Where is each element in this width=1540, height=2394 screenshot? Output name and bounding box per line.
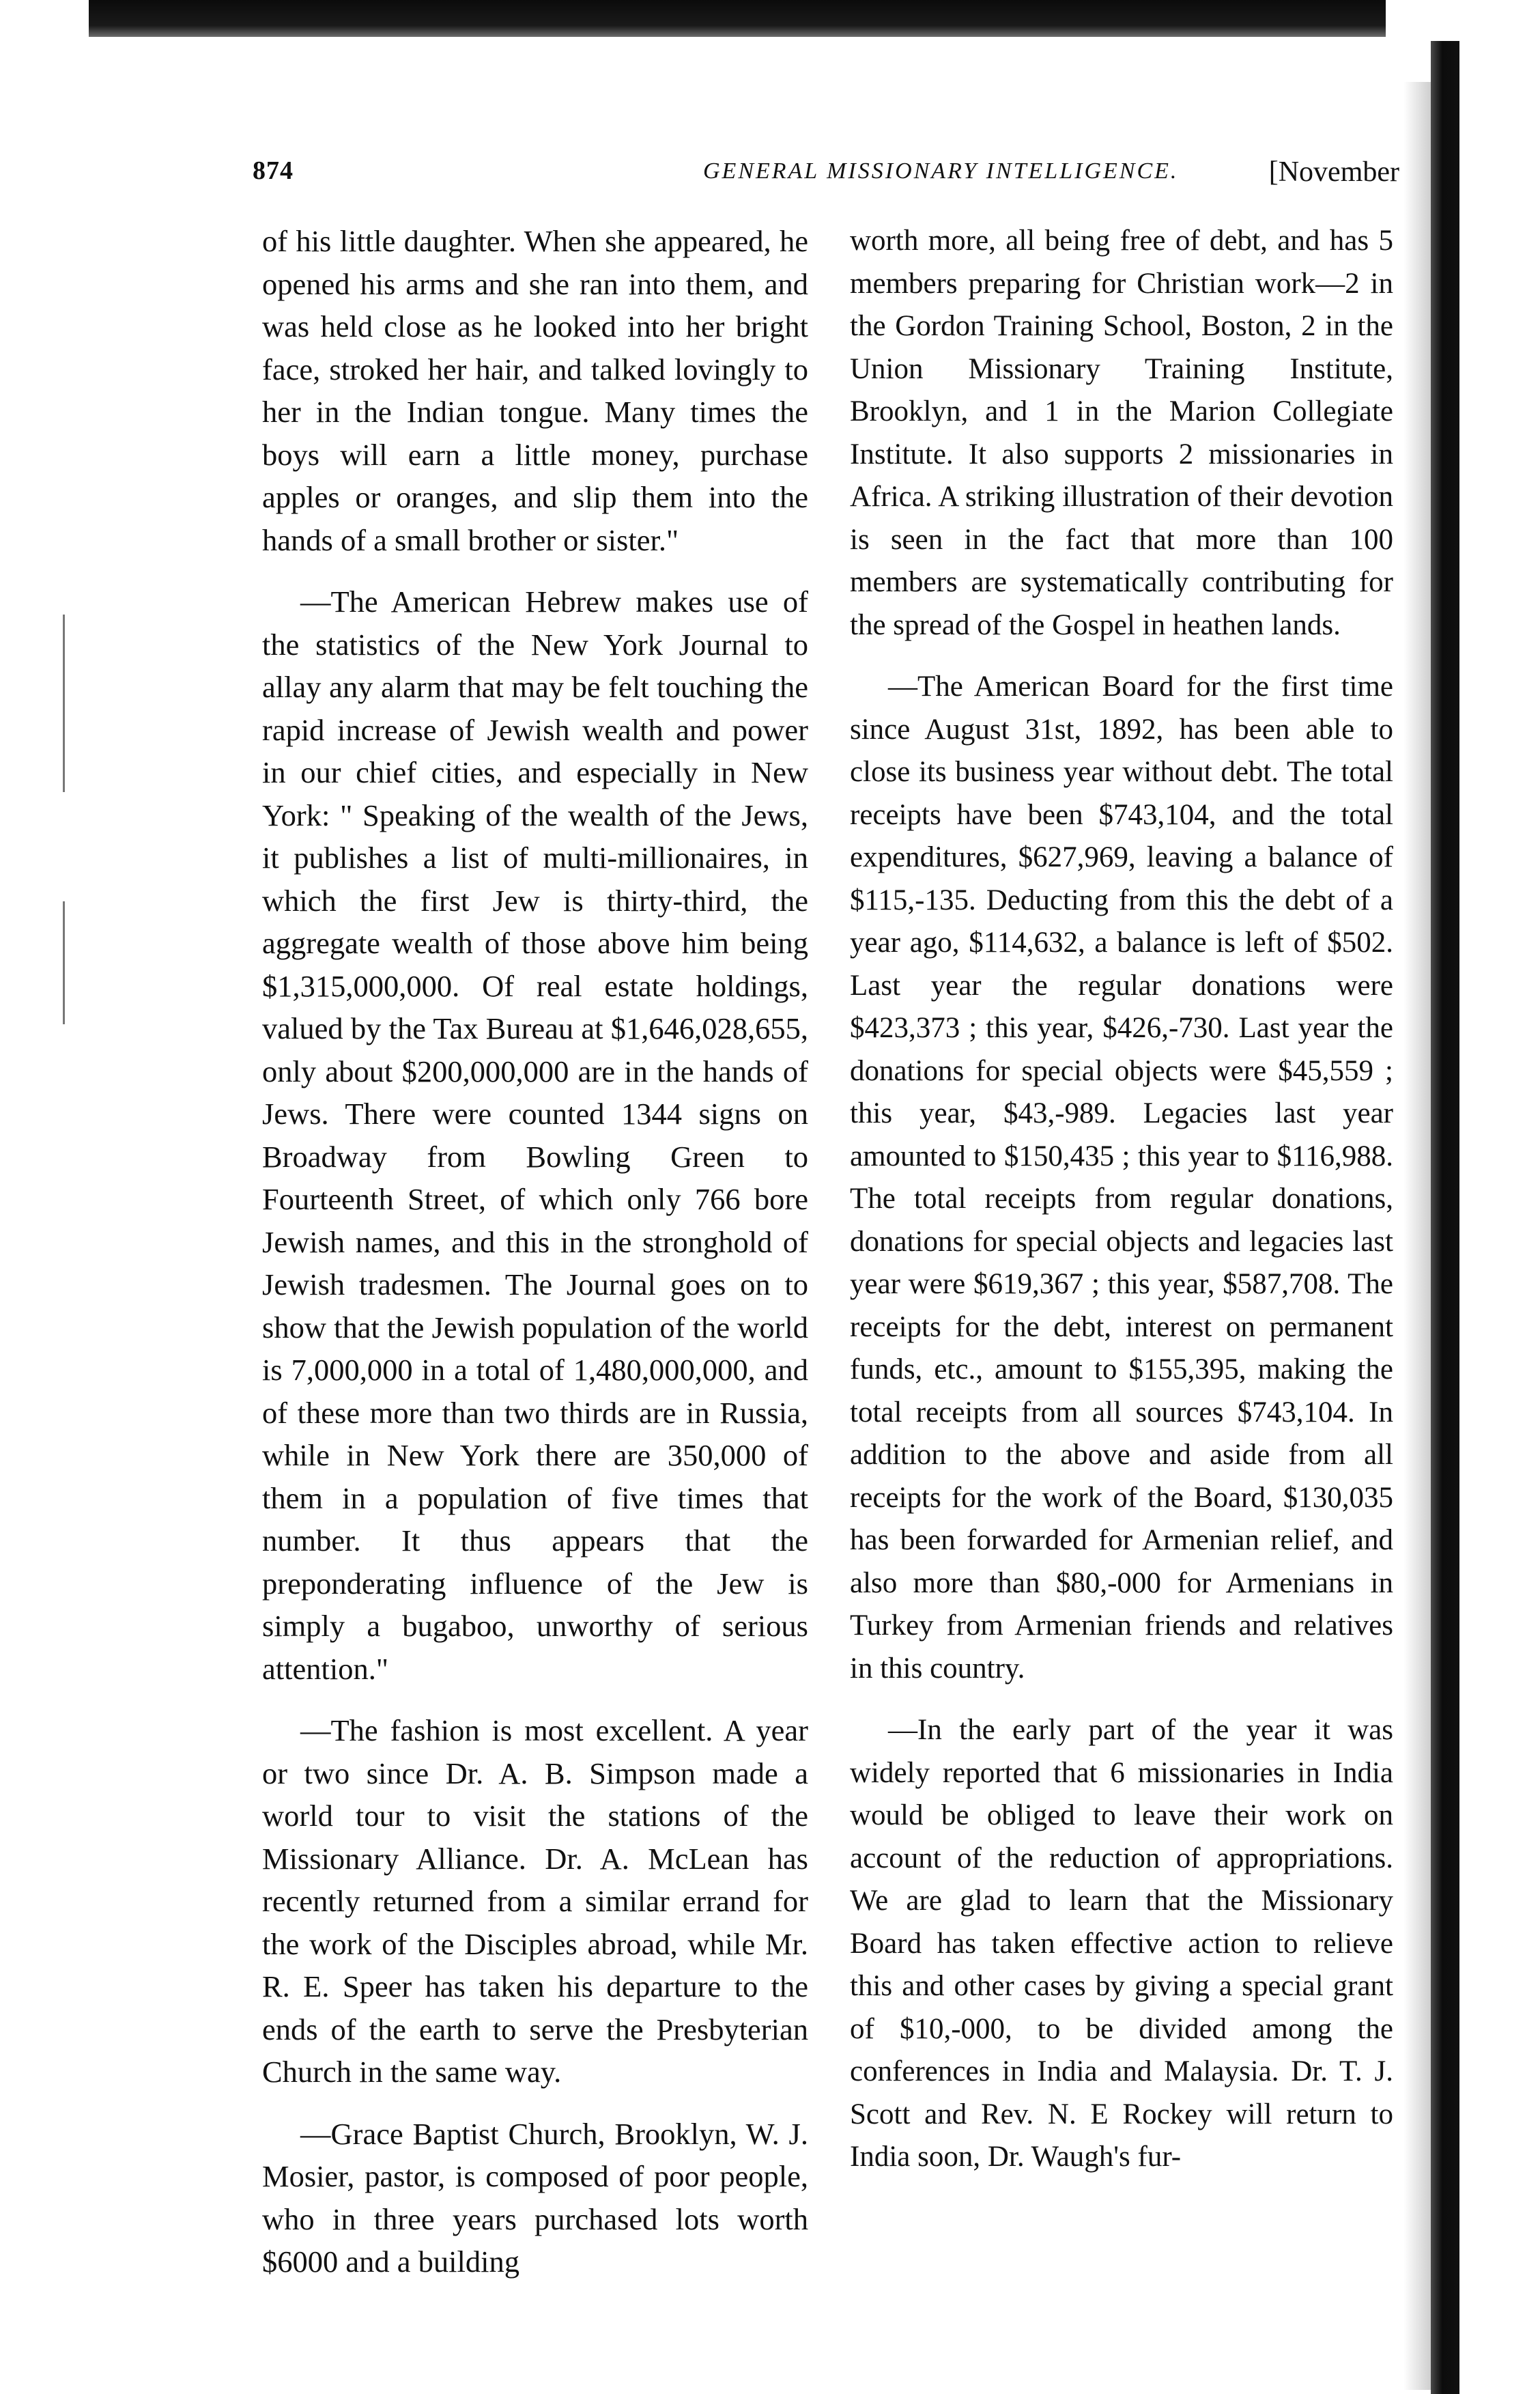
paragraph: —In the early part of the year it was widely reported that 6 missionaries in India would be obliged to leave their work on account of the reduction of appropriations. We are glad to learn that the Missionary Board has taken effective action to relieve this and other cases by giving a special grant of $10,-000, to be divided among the conferences in India and Malaysia. Dr. T. J. Scott and Rev. N. E Rockey will return to India soon, Dr. Waugh's fur- <box>850 1714 1393 2173</box>
paragraph: —The American Hebrew makes use of the statistics of the New York Journal to allay any alarm that may be felt touching the rapid increase of Jewish wealth and power in our chief cities, and especially in New York: " Speaking of the wealth of the Jews, it publishes a list of multi-millionaires, in which the first Jew is thirty-third, the aggregate wealth of those above him being $1,315,000,000. Of real estate holdings, valued by the Tax Bureau at $1,646,028,655, only about $200,000,000 are in the hands of Jews. There were counted 1344 signs on Broadway from Bowling Green to Fourteenth Street, of which only 766 bore Jewish names, and this in the stronghold of Jewish tradesmen. The Journal goes on to show that the Jewish population of the world is 7,000,000 in a total of 1,480,000,000, and of these more than two thirds are in Russia, while in New York there are 350,000 of them in a population of five times that number. It thus appears that the preponderating influence of the Jew is simply a bugaboo, unworthy of serious attention." <box>262 585 808 1686</box>
left-column <box>262 220 808 2303</box>
page-header <box>253 156 1399 197</box>
header-month: [November <box>1268 156 1399 188</box>
paragraph: —Grace Baptist Church, Brooklyn, W. J. Mosier, pastor, is composed of poor people, who in three years purchased lots worth $6000 and a building <box>262 2116 808 2279</box>
scan-edge-right <box>1431 41 1459 2394</box>
scan-edge-top <box>89 0 1386 37</box>
margin-mark <box>63 615 65 792</box>
right-column <box>850 220 1393 2198</box>
paragraph: of his little daughter. When she appeared, he opened his arms and she ran into them, and was held close as he looked into her bright face, stroked her hair, and talked lovingly to her in the Indian tongue. Many times the boys will earn a little money, purchase apples or oranges, and slip them into the hands of a small brother or sister." <box>262 224 808 557</box>
paragraph: —The fashion is most excellent. A year or two since Dr. A. B. Simpson made a world tour to visit the stations of the Missionary Alliance. Dr. A. McLean has recently returned from a similar errand for the work of the Disciples abroad, while Mr. R. E. Speer has taken his departure to the ends of the earth to serve the Presbyterian Church in the same way. <box>262 1713 808 2089</box>
paragraph: worth more, all being free of debt, and has 5 members preparing for Christian work—2 in the Gordon Training School, Boston, 2 in the Union Missionary Training Institute, Brooklyn, and 1 in the Marion Collegiate Institute. It also supports 2 missionaries in Africa. A striking illustration of their devotion is seen in the fact that more than 100 members are systematically contributing for the spread of the Gospel in heathen lands. <box>850 225 1393 641</box>
page-number: 874 <box>253 156 294 185</box>
scan-binding-shadow <box>1403 82 1431 2390</box>
running-title: GENERAL MISSIONARY INTELLIGENCE. <box>703 158 1179 184</box>
paragraph: —The American Board for the first time since August 31st, 1892, has been able to close its business year without debt. The total receipts have been $743,104, and the total expenditures, $627,969, leaving a balance of $115,-135. Deducting from this the debt of a year ago, $114,632, a balance is left of $502. Last year the regular donations were $423,373 ; this year, $426,-730. Last year the donations for special objects were $45,559 ; this year, $43,-989. Legacies last year amounted to $150,435 ; this year to $116,988. The total receipts from regular donations, donations for special objects and legacies last year were $619,367 ; this year, $587,708. The receipts for the debt, interest on permanent funds, etc., amount to $155,395, making the total receipts from all sources $743,104. In addition to the above and aside from all receipts for the work of the Board, $130,035 has been forwarded for Armenian relief, and also more than $80,-000 for Armenians in Turkey from Armenian friends and relatives in this country. <box>850 671 1393 1685</box>
margin-mark <box>63 901 65 1024</box>
